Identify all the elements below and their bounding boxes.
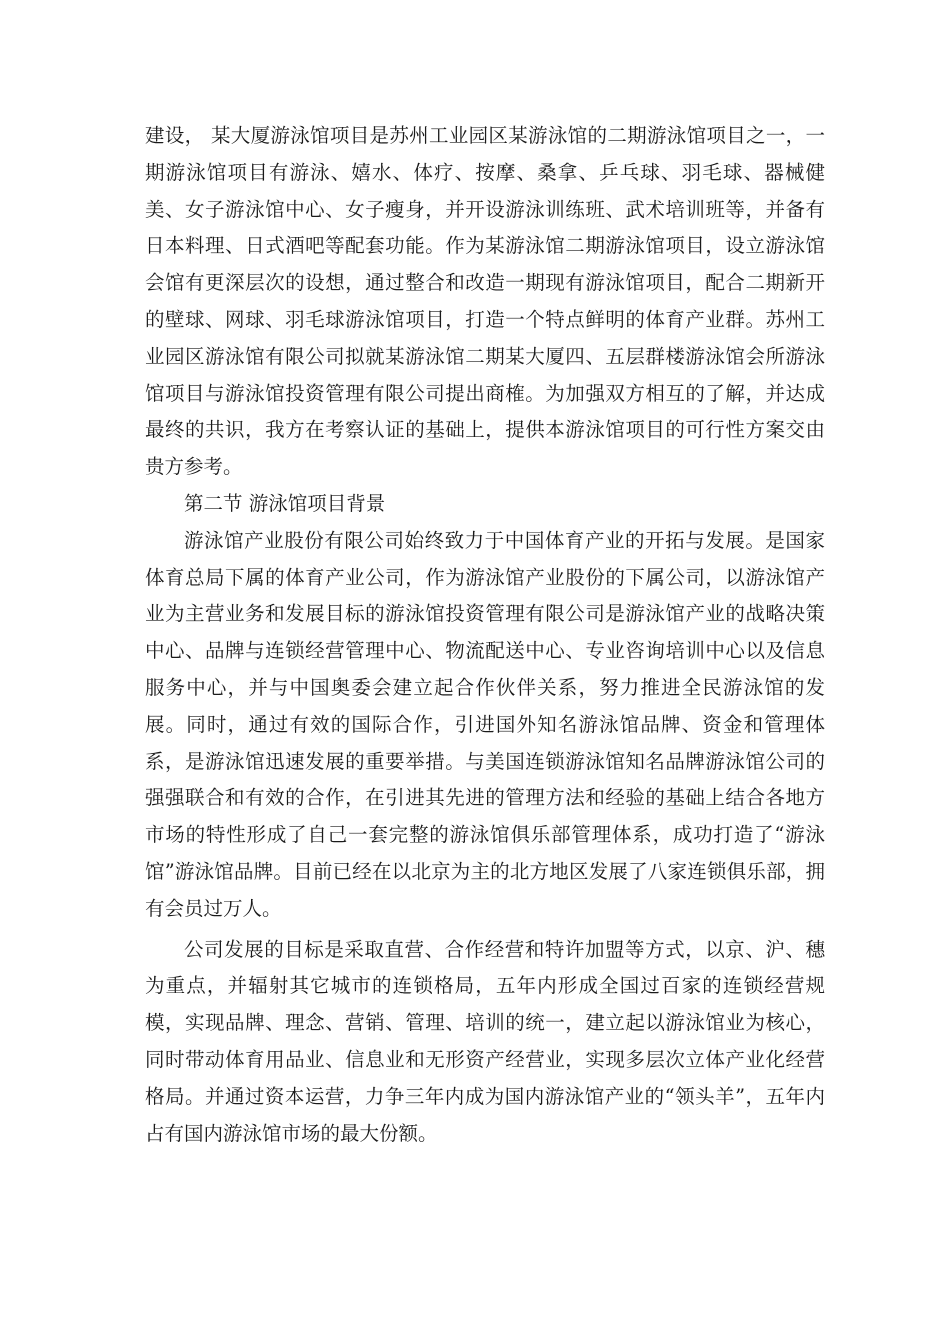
paragraph-company-goals: 公司发展的目标是采取直营、合作经营和特许加盟等方式，以京、沪、穗为重点，并辐射其它城市的连锁格局，五年内形成全国过百家的连锁经营规模，实现品牌、理念、营销、管理、培训的统一，建立起以游泳馆业为核心，同时带动体育用品业、信息业和无形资产经营业，实现多层次立体产业化经营格局。并通过资本运营，力争三年内成为国内游泳馆产业的“领头羊”，五年内占有国内游泳馆市场的最大份额。 (145, 937, 825, 1145)
paragraph-company-background: 游泳馆产业股份有限公司始终致力于中国体育产业的开拓与发展。是国家体育总局下属的体育产业公司，作为游泳馆产业股份的下属公司，以游泳馆产业为主营业务和发展目标的游泳馆投资管理有限公司是游泳馆产业的战略决策中心、品牌与连锁经营管理中心、物流配送中心、专业咨询培训中心以及信息服务中心，并与中国奥委会建立起合作伙伴关系，努力推进全民游泳馆的发展。同时，通过有效的国际合作，引进国外知名游泳馆品牌、资金和管理体系，是游泳馆迅速发展的重要举措。与美国连锁游泳馆知名品牌游泳馆公司的强强联合和有效的合作，在引进其先进的管理方法和经验的基础上结合各地方市场的特性形成了自己一套完整的游泳馆俱乐部管理体系，成功打造了“游泳馆”游泳馆品牌。目前已经在以北京为主的北方地区发展了八家连锁俱乐部，拥有会员过万人。 (145, 528, 825, 920)
document-body (145, 118, 825, 1152)
paragraph-project-overview: 建设， 某大厦游泳馆项目是苏州工业园区某游泳馆的二期游泳馆项目之一，一期游泳馆项目有游泳、嬉水、体疗、按摩、桑拿、乒乓球、羽毛球、器械健美、女子游泳馆中心、女子瘦身，并开设游泳训练班、武术培训班等，并备有日本料理、日式酒吧等配套功能。作为某游泳馆二期游泳馆项目，设立游泳馆会馆有更深层次的设想，通过整合和改造一期现有游泳馆项目，配合二期新开的壁球、网球、羽毛球游泳馆项目，打造一个特点鲜明的体育产业群。苏州工业园区游泳馆有限公司拟就某游泳馆二期某大厦四、五层群楼游泳馆会所游泳馆项目与游泳馆投资管理有限公司提出商榷。为加强双方相互的了解，并达成最终的共识，我方在考察认证的基础上，提供本游泳馆项目的可行性方案交由贵方参考。 (145, 124, 825, 479)
section-heading: 第二节 游泳馆项目背景 (184, 491, 386, 515)
